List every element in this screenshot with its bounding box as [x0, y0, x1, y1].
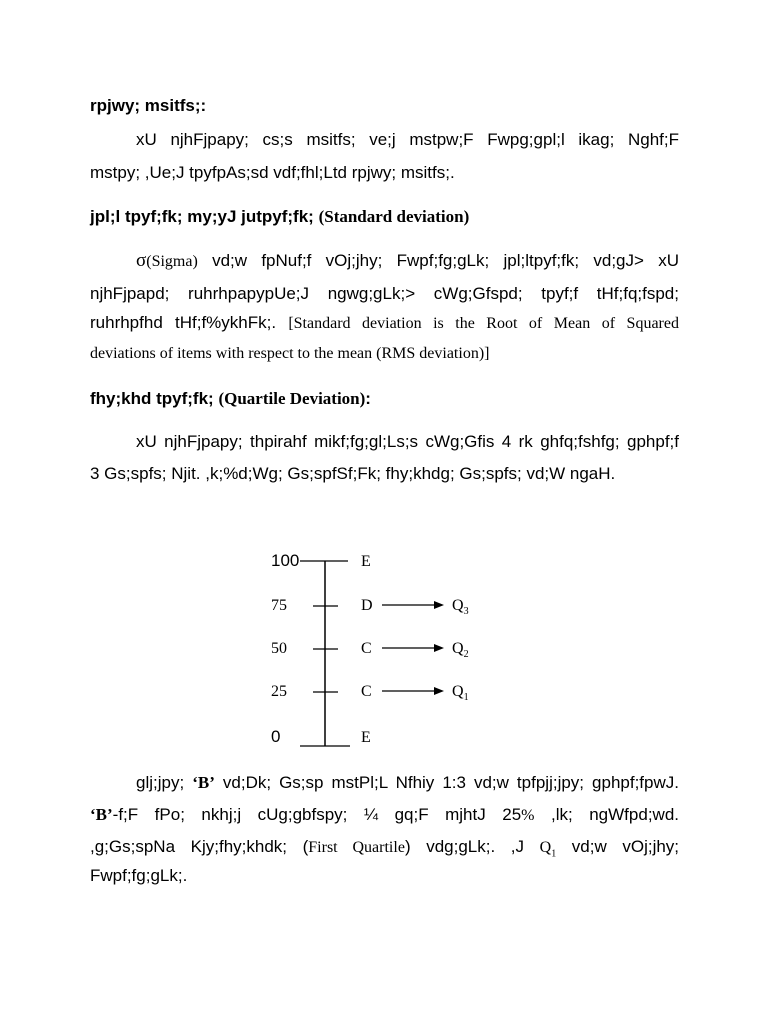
letter-d: D: [361, 597, 373, 614]
heading-english: (Quartile Deviation): [218, 389, 366, 408]
p4-l2d: ,lk; ngWfpd;wd.: [534, 805, 679, 824]
sd-line3-tamil: ruhrhpfhd tHf;f%ykhFk;.: [90, 313, 277, 332]
p4-l3c: ) vdg;gLk;. ,J: [404, 837, 540, 856]
heading-text: fhy;khd tpyf;fk;: [90, 389, 214, 408]
paragraph-b-line1: [136, 773, 679, 793]
p4-l2c: %: [521, 807, 535, 824]
tick-label-0: 0: [271, 727, 281, 746]
paragraph-sd-line4: deviations of items with respect to the mean (RMS deviation)]: [90, 345, 490, 362]
p4-l3d: Q: [539, 839, 552, 856]
p4-l3b: First Quartile: [308, 839, 405, 856]
q3-letter: Q: [452, 597, 464, 614]
p4-l3sub: 1: [551, 848, 557, 860]
q3-sub: 3: [463, 606, 469, 618]
p4-l1b: ‘B’: [192, 773, 215, 792]
section-heading-dispersion: rpjwy; msitfs;:: [90, 96, 207, 115]
heading-colon: :: [365, 389, 371, 408]
q2-sub: 2: [463, 649, 469, 661]
p4-l2a: ‘B’: [90, 805, 113, 824]
q1-sub: 1: [463, 692, 469, 704]
label-q2: [452, 640, 469, 664]
tick-label-25: 25: [271, 683, 287, 700]
sigma-symbol: σ: [136, 250, 147, 271]
paragraph-b-line2: [90, 805, 679, 826]
paragraph-quartile-line1: xU njhFjpapy; thpirahf mikf;fg;gl;Ls;s cWg;Gfis 4 rk ghfq;fshfg; gphpf;f: [136, 432, 679, 451]
q1-letter: Q: [452, 683, 464, 700]
tick-label-100: 100: [271, 551, 300, 570]
paragraph-b-line4: Fwpf;fg;gLk;.: [90, 866, 188, 885]
tick-label-50: 50: [271, 640, 287, 657]
sigma-label: (Sigma): [146, 253, 198, 270]
sd-line3-english: [Standard deviation is the Root of Mean of Squared: [288, 315, 679, 332]
tick-label-75: 75: [271, 597, 287, 614]
p4-l1a: glj;jpy;: [136, 773, 193, 792]
paragraph-b-line3: [90, 837, 679, 864]
paragraph-sd-line2: njhFjpapd; ruhrhpapypUe;J ngwg;gLk;> cWg;Gfspd; tpyf;f tHf;fq;fspd;: [90, 284, 679, 303]
arrow-head-q3: [434, 601, 444, 609]
q2-letter: Q: [452, 640, 464, 657]
sd-line1-text: vd;w fpNuf;f vOj;jhy; Fwpf;fg;gLk; jpl;ltpyf;fk; vd;gJ> xU: [212, 251, 679, 270]
letter-e-top: E: [361, 553, 371, 570]
heading-text: jpl;l tpyf;fk; my;yJ jutpyf;fk;: [90, 207, 314, 226]
paragraph-quartile-line2: 3 Gs;spfs; Njit. ,k;%d;Wg; Gs;spfSf;Fk; fhy;khdg; Gs;spfs; vd;W ngaH.: [90, 464, 616, 483]
arrow-head-q1: [434, 687, 444, 695]
p4-l2b: -f;F fPo; nkhj;j cUg;gbfspy; ¼ gq;F mjhtJ 25: [112, 805, 522, 824]
letter-c-lower: C: [361, 683, 372, 700]
arrow-head-q2: [434, 644, 444, 652]
heading-english: (Standard deviation): [318, 207, 470, 226]
paragraph-dispersion-line1: xU njhFjpapy; cs;s msitfs; ve;j mstpw;F Fwpg;gpl;l ikag; Nghf;F: [136, 130, 679, 149]
p4-l3e: vd;w vOj;jhy;: [556, 837, 680, 856]
p4-l1c: vd;Dk; Gs;sp mstPl;L Nfhiy 1:3 vd;w tpfpjj;jpy; gphpf;fpwJ.: [214, 773, 679, 792]
p4-l3a: ,g;Gs;spNa Kjy;fhy;khdk; (: [90, 837, 309, 856]
letter-e-bottom: E: [361, 729, 371, 746]
label-q3: [452, 597, 469, 621]
paragraph-dispersion-line2: mstpy; ,Ue;J tpyfpAs;sd vdf;fhl;Ltd rpjwy; msitfs;.: [90, 163, 455, 182]
label-q1: [452, 683, 469, 707]
letter-c-upper: C: [361, 640, 372, 657]
